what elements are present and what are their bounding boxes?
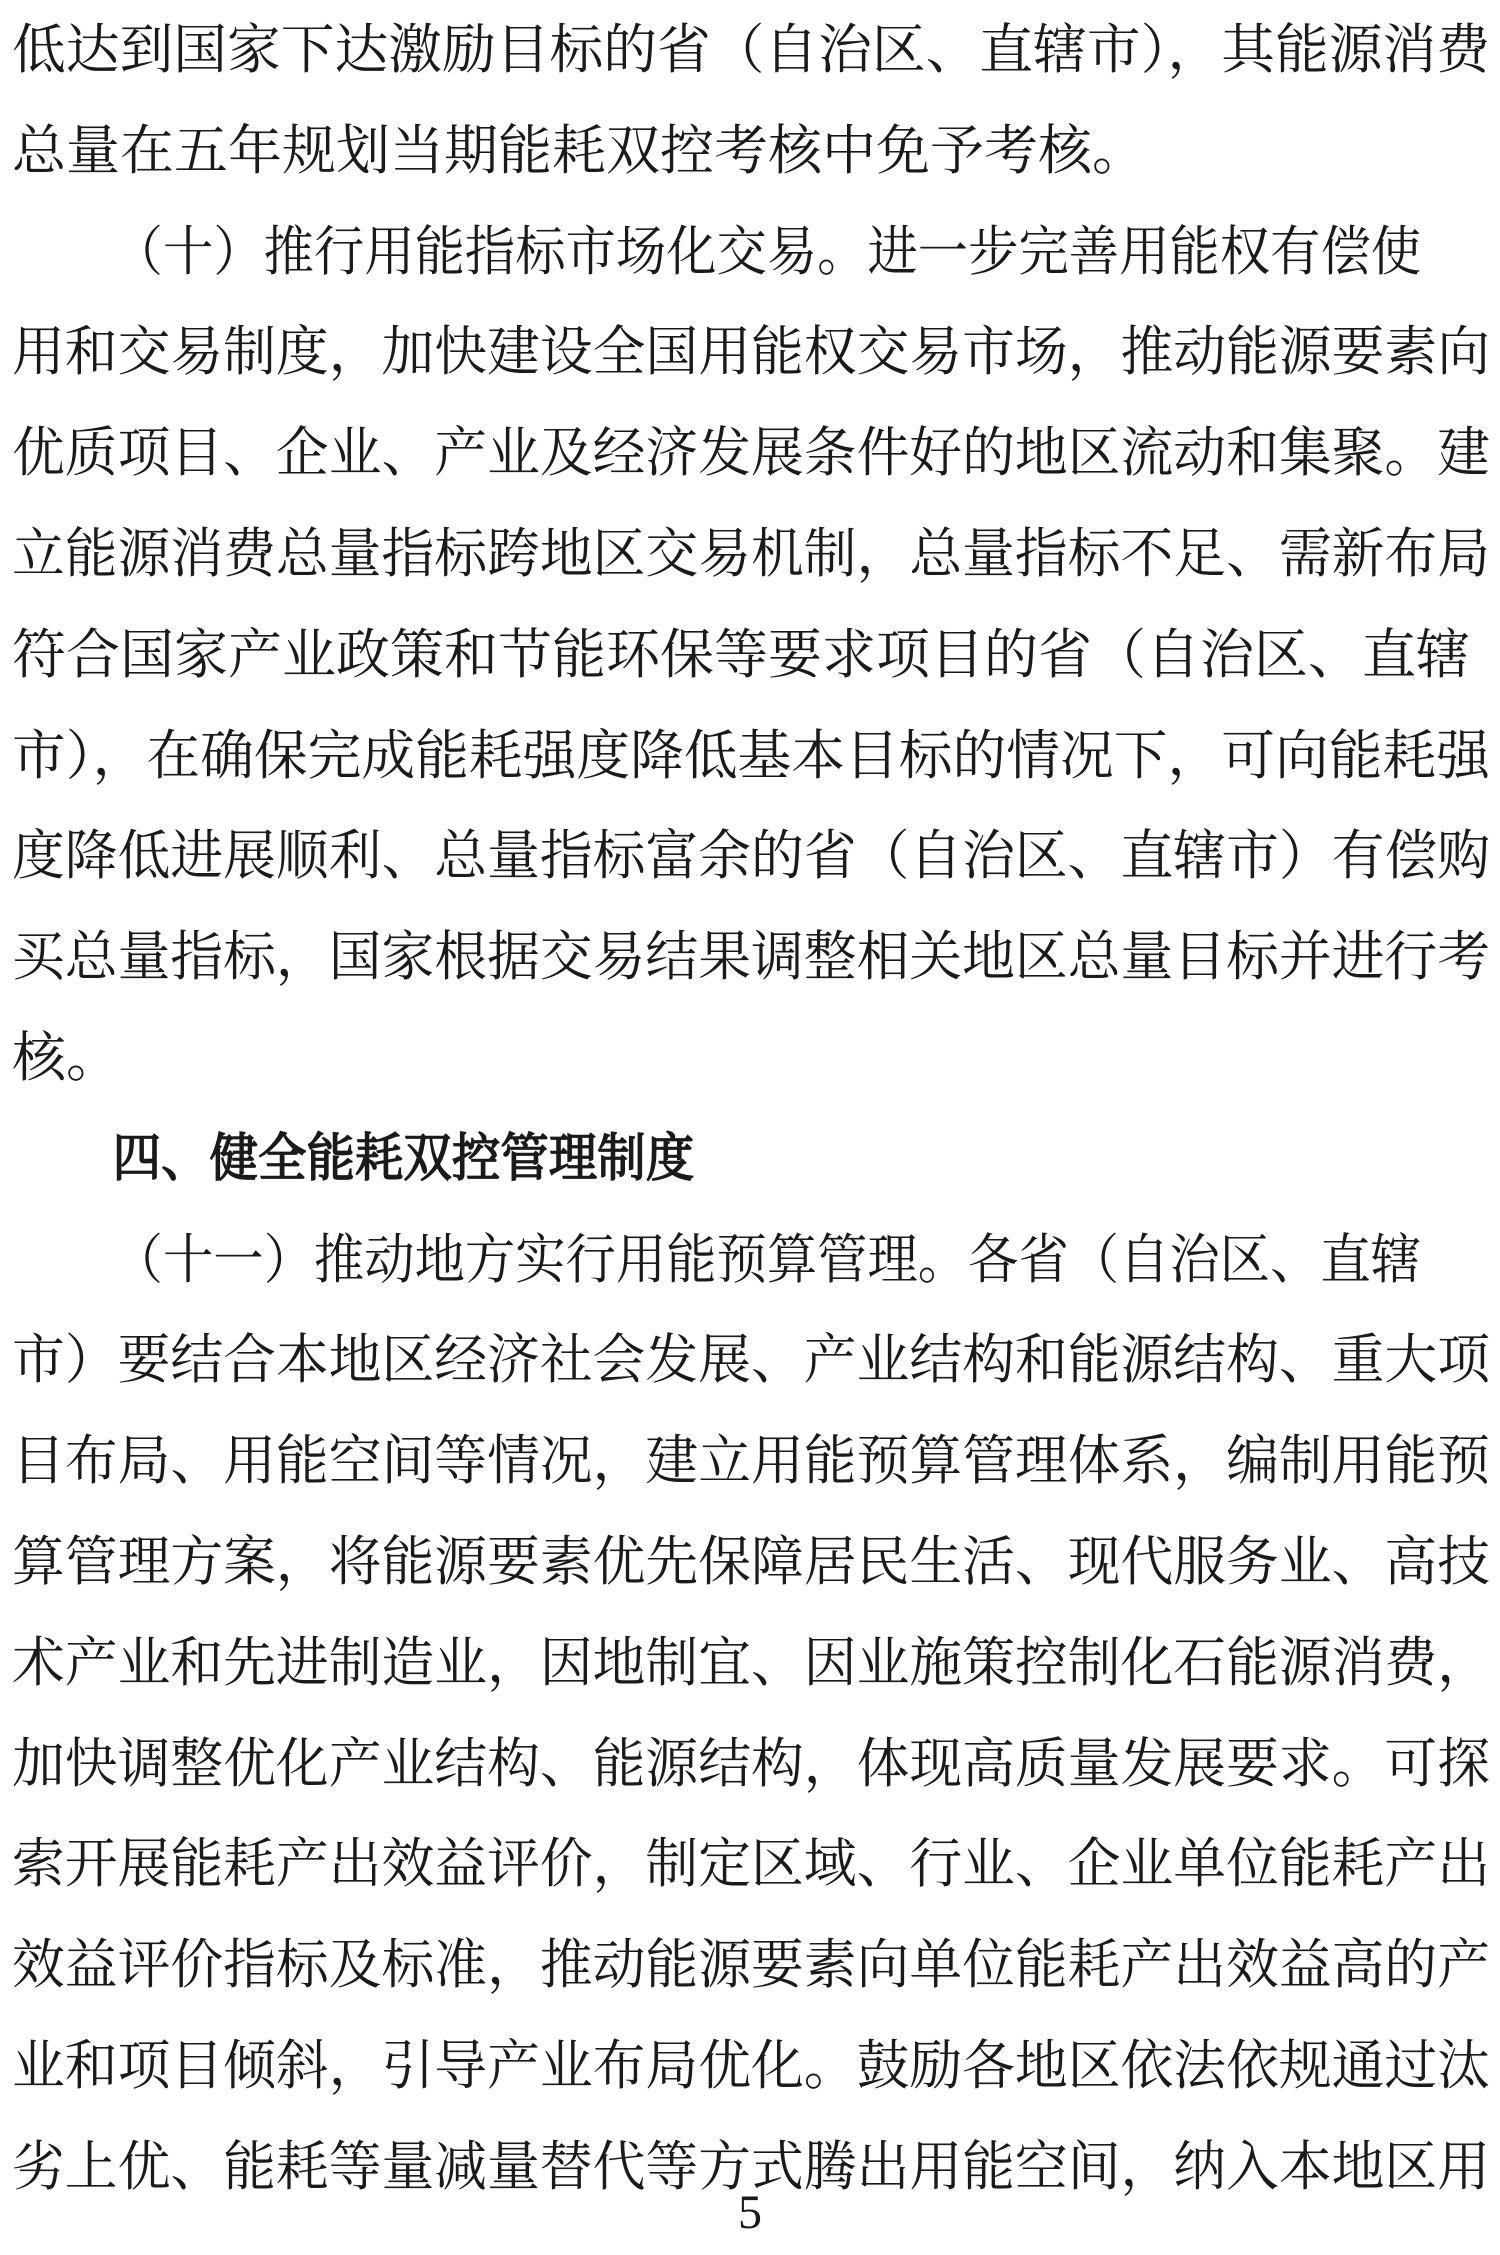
text-line-14: 市）要结合本地区经济社会发展、产业结构和能源结构、重大项 [12,1328,1490,1392]
text-line-6: 立能源消费总量指标跨地区交易机制，总量指标不足、需新布局 [12,522,1490,585]
text-line-4: 用和交易制度，加快建设全国用能权交易市场，推动能源要素向 [12,320,1490,384]
text-line-20: 效益评价指标及标准，推动能源要素向单位能耗产出效益高的产 [12,1933,1490,1997]
text-line-8: 市），在确保完成能耗强度降低基本目标的情况下，可向能耗强 [12,723,1490,787]
text-line-2: 总量在五年规划当期能耗双控考核中免予考核。 [12,118,1146,182]
text-line-10: 买总量指标，国家根据交易结果调整相关地区总量目标并进行考 [12,925,1490,989]
text-line-21: 业和项目倾斜，引导产业布局优化。鼓励各地区依法依规通过汰 [12,2034,1490,2097]
text-line-22: 劣上优、能耗等量减量替代等方式腾出用能空间，纳入本地区用 [12,2134,1490,2198]
page-number: 5 [738,2186,762,2239]
text-line-11: 核。 [12,1026,120,1089]
text-line-7: 符合国家产业政策和节能环保等要求项目的省（自治区、直辖 [12,622,1470,686]
paragraph-10-title-line: （十）推行用能指标市场化交易。进一步完善用能权有偿使 [112,219,1422,283]
text-line-1: 低达到国家下达激励目标的省（自治区、直辖市），其能源消费 [12,18,1490,81]
text-line-18: 加快调整优化产业结构、能源结构，体现高质量发展要求。可探 [12,1731,1490,1795]
text-line-5: 优质项目、企业、产业及经济发展条件好的地区流动和集聚。建 [12,421,1490,485]
text-line-19: 索开展能耗产出效益评价，制定区域、行业、企业单位能耗产出 [12,1832,1490,1896]
paragraph-11-title-line: （十一）推动地方实行用能预算管理。各省（自治区、直辖 [112,1227,1422,1291]
text-line-16: 算管理方案，将能源要素优先保障居民生活、现代服务业、高技 [12,1530,1490,1593]
text-line-15: 目布局、用能空间等情况，建立用能预算管理体系，编制用能预 [12,1429,1490,1493]
text-line-9: 度降低进展顺利、总量指标富余的省（自治区、直辖市）有偿购 [12,824,1490,888]
text-line-17: 术产业和先进制造业，因地制宜、因业施策控制化石能源消费， [12,1630,1490,1694]
section-four-heading: 四、健全能耗双控管理制度 [112,1128,695,1189]
